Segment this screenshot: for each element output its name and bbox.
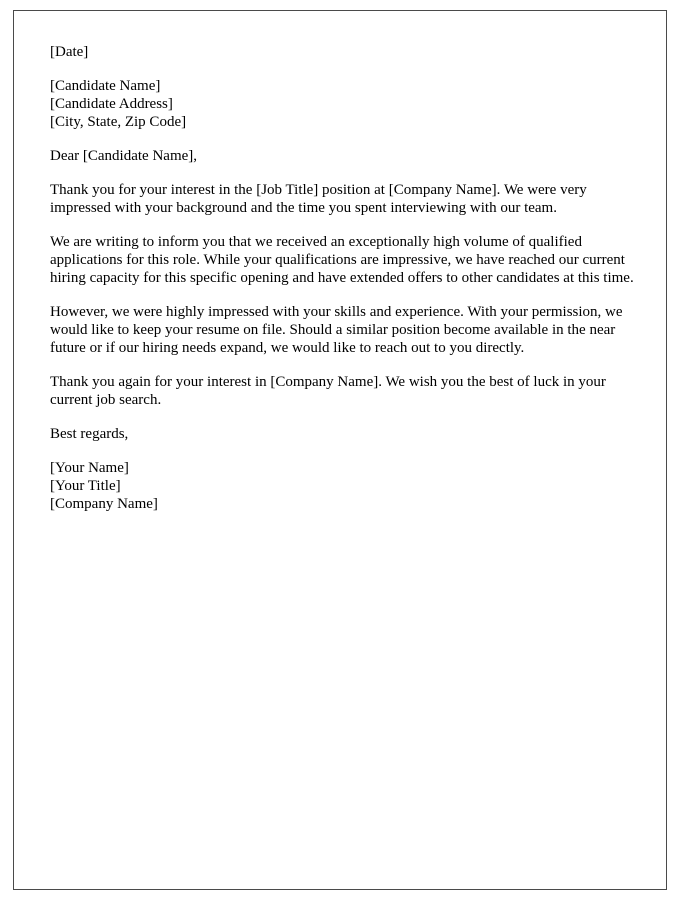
paragraph-4: Thank you again for your interest in [Company Name]. We wish you the best of luck in your current job search. [50,374,606,408]
salutation: Dear [Candidate Name], [50,148,198,164]
recipient-city-state-zip: [City, State, Zip Code] [50,114,187,130]
signature-title: [Your Title] [50,478,121,494]
closing: Best regards, [50,426,129,442]
recipient-name: [Candidate Name] [50,78,161,94]
signature-name: [Your Name] [50,460,129,476]
salutation-block [50,147,636,165]
recipient-address-block [50,77,636,131]
date-block [50,43,636,61]
recipient-address: [Candidate Address] [50,96,173,112]
closing-block [50,425,636,443]
date-line: [Date] [50,44,89,60]
signature-company: [Company Name] [50,496,158,512]
letter-body [50,43,636,513]
paragraph-2: We are writing to inform you that we received an exceptionally high volume of qualified applications for this role. While your qualifications are impressive, we have reached our current hiring capacity for this specific opening and have extended offers to other candidates at this time. [50,234,634,286]
paragraph-1: Thank you for your interest in the [Job Title] position at [Company Name]. We were very impressed with your background and the time you spent interviewing with our team. [50,182,587,216]
letter-page [13,10,667,890]
paragraph-3: However, we were highly impressed with your skills and experience. With your permission, we would like to keep your resume on file. Should a similar position become available in the near future or if our hiring needs expand, we would like to reach out to you directly. [50,304,623,356]
signature-block [50,459,636,513]
